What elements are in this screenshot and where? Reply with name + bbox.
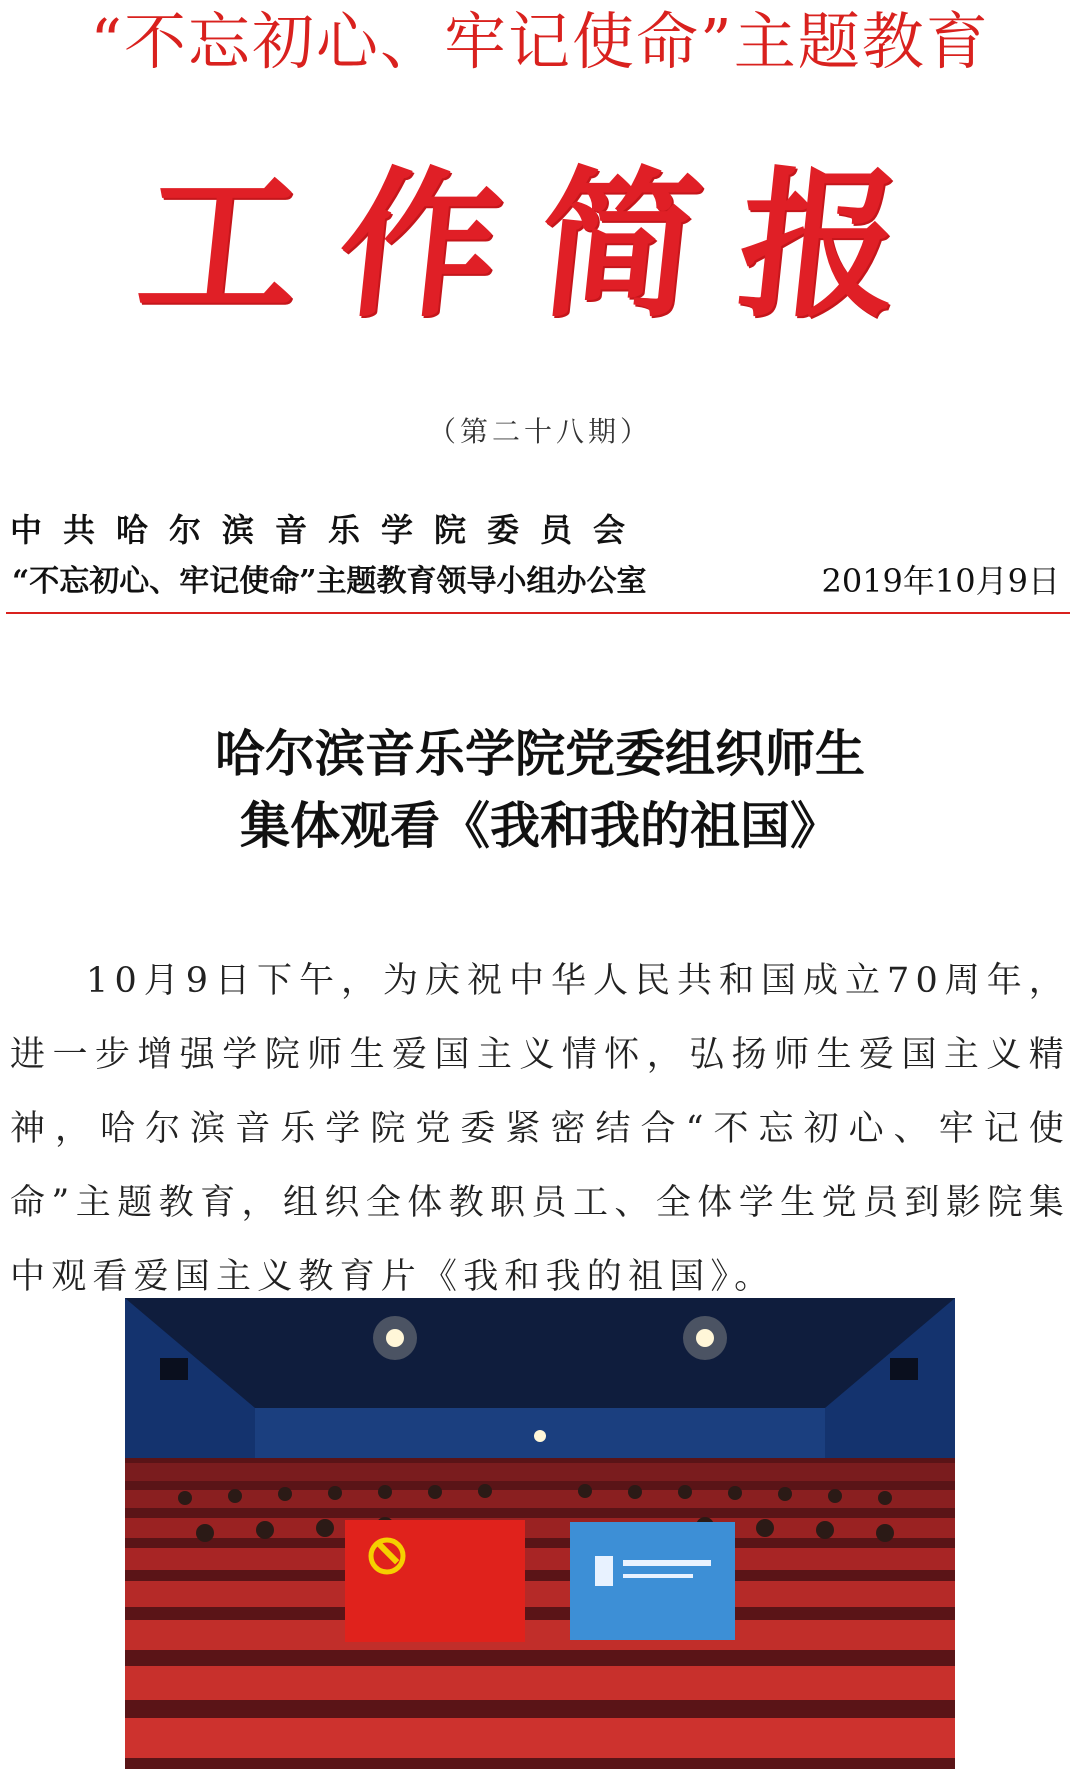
issue-number: （第二十八期） [427, 415, 652, 448]
school-flag-icon [570, 1522, 735, 1640]
party-flag-icon [345, 1520, 525, 1642]
brief-title: 工作简报 [130, 151, 950, 339]
cinema-group-photo [125, 1298, 955, 1769]
article-title-line-1: 哈尔滨音乐学院党委组织师生 [215, 724, 865, 783]
article-title [0, 718, 1080, 862]
header-divider [6, 612, 1070, 614]
article-body [10, 944, 1070, 1314]
issuer-committee: 中共哈尔滨音乐学院委员会 [10, 511, 647, 549]
article-title-line-2: 集体观看《我和我的祖国》 [240, 796, 840, 855]
article-paragraph: 10月9日下午，为庆祝中华人民共和国成立70周年，进一步增强学院师生爱国主义情怀，弘扬师生爱国主义精神，哈尔滨音乐学院党委紧密结合“不忘初心、牢记使命”主题教育，组织全体教职员工、全体学生党员到影院集中观看爱国主义教育片《我和我的祖国》。 [10, 961, 1070, 1297]
cinema-photo-illustration [125, 1298, 955, 1769]
issue-date: 2019年10月9日 [821, 562, 1060, 600]
theme-header: “不忘初心、牢记使命”主题教育 [90, 5, 990, 78]
issuer-office: “不忘初心、牢记使命”主题教育领导小组办公室 [12, 564, 647, 599]
